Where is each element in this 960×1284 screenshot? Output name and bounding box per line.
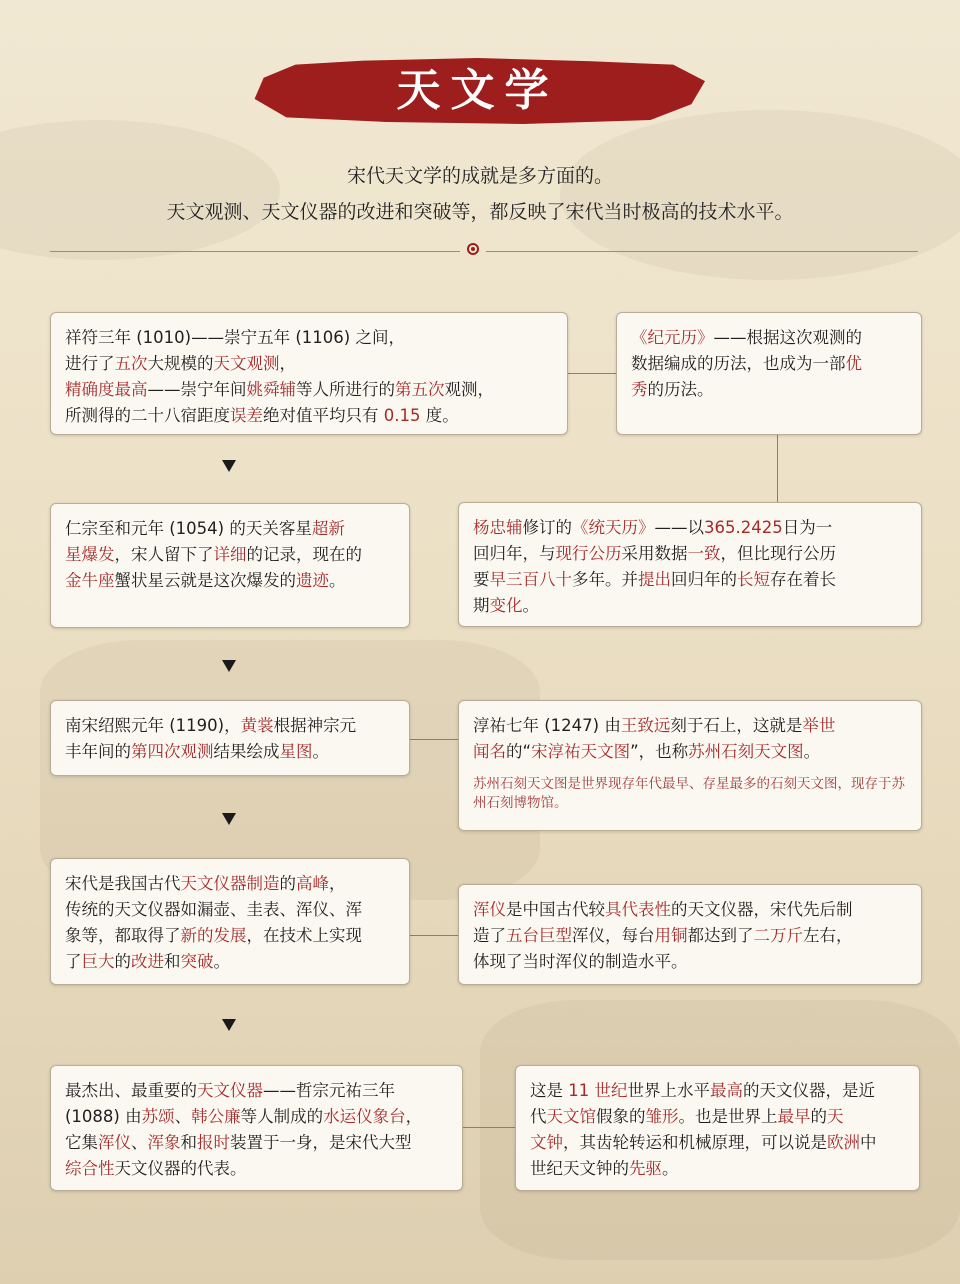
- highlight-text: 最高: [710, 1081, 743, 1100]
- card-text: 杨忠辅修订的《统天历》——以365.2425日为一 回归年，与现行公历采用数据一致，但比现行公历 要早三百八十多年。并提出回归年的长短存在着长 期变化。: [473, 518, 836, 615]
- highlight-text: 详细: [213, 545, 247, 564]
- highlight-text: 王致远: [620, 716, 671, 735]
- highlight-text: 报时: [197, 1133, 230, 1152]
- card-text: 这是 11 世纪世界上水平最高的天文仪器，是近 代天文馆假象的雏形。也是世界上最早的天 文钟，其齿轮转运和机械原理，可以说是欧洲中 世纪天文钟的先驱。: [530, 1081, 877, 1178]
- highlight-text: 雏形: [645, 1107, 679, 1126]
- card-tongtian-calendar: [458, 502, 922, 627]
- highlight-text: 改进: [131, 952, 164, 971]
- highlight-text: 二万斤: [753, 926, 803, 945]
- highlight-text: 天: [827, 1107, 844, 1126]
- connector-line: [410, 935, 458, 936]
- card-water-clock-tower: [50, 1065, 463, 1191]
- connector-line: [777, 435, 778, 502]
- highlight-text: 先驱: [629, 1159, 662, 1178]
- divider-left: [50, 251, 460, 252]
- card-suzhou-star-map: [458, 700, 922, 831]
- highlight-text: 浑仪: [98, 1133, 131, 1152]
- divider-ornament-icon: [467, 243, 479, 255]
- highlight-text: 0.15: [383, 406, 421, 425]
- highlight-text: 最早: [777, 1107, 811, 1126]
- highlight-text: 用铜: [654, 926, 688, 945]
- card-jiyuan-calendar: [616, 312, 922, 435]
- highlight-text: 五次: [114, 354, 148, 373]
- background-mountain: [560, 110, 960, 280]
- card-note: 苏州石刻天文图是世界现存年代最早、存星最多的石刻天文图，现存于苏州石刻博物馆。: [473, 776, 905, 811]
- highlight-text: 巨大: [81, 952, 115, 971]
- card-star-chart: [50, 700, 410, 776]
- down-arrow-icon: [222, 660, 236, 672]
- highlight-text: 浑仪: [473, 900, 506, 919]
- down-arrow-icon: [222, 813, 236, 825]
- intro-line-2: 天文观测、天文仪器的改进和突破等，都反映了宋代当时极高的技术水平。: [166, 201, 794, 223]
- highlight-text: 第四次观测: [131, 742, 214, 761]
- highlight-text: 突破: [180, 952, 214, 971]
- highlight-text: 杨忠辅: [473, 518, 523, 537]
- highlight-text: 误差: [230, 406, 263, 425]
- highlight-text: 超新: [311, 519, 345, 538]
- highlight-text: 具代表性: [605, 900, 671, 919]
- down-arrow-icon: [222, 1019, 236, 1031]
- highlight-text: 浑象: [147, 1133, 181, 1152]
- card-astronomical-clock: [515, 1065, 920, 1191]
- highlight-text: 优: [845, 354, 862, 373]
- highlight-text: 天文仪器制造: [180, 874, 280, 893]
- highlight-text: 水运仪象台: [323, 1107, 406, 1126]
- highlight-text: 综合性: [65, 1159, 115, 1178]
- card-text: 淳祐七年 (1247) 由王致远刻于石上，这就是举世 闻名的“宋淳祐天文图”，也称苏州石刻天文图。: [473, 716, 836, 761]
- highlight-text: 星爆发: [65, 545, 115, 564]
- connector-line: [410, 739, 458, 740]
- highlight-text: 宋淳祐天文图: [531, 742, 631, 761]
- highlight-text: 长短: [737, 570, 770, 589]
- card-text: 最杰出、最重要的天文仪器——哲宗元祐三年 (1088) 由苏颂、韩公廉等人制成的水运仪象台， 它集浑仪、浑象和报时装置于一身，是宋代大型 综合性天文仪器的代表。: [65, 1081, 423, 1178]
- highlight-text: 苏州石刻天文图: [688, 742, 804, 761]
- highlight-text: 苏颂: [141, 1107, 175, 1126]
- highlight-text: 欧洲: [827, 1133, 860, 1152]
- highlight-text: 韩公廉: [191, 1107, 241, 1126]
- highlight-text: 一致: [687, 544, 721, 563]
- highlight-text: 精确度最高: [65, 380, 148, 399]
- intro-line-1: 宋代天文学的成就是多方面的。: [346, 165, 613, 187]
- card-instrument-peak: [50, 858, 410, 985]
- card-text: 《纪元历》——根据这次观测的 数据编成的历法，也成为一部优 秀的历法。: [631, 328, 862, 399]
- highlight-text: 《统天历》: [572, 518, 655, 537]
- highlight-text: 天文仪器: [197, 1081, 263, 1100]
- card-supernova: [50, 503, 410, 628]
- divider-right: [486, 251, 918, 252]
- card-text: 仁宗至和元年 (1054) 的天关客星超新 星爆发，宋人留下了详细的记录，现在的 金牛座蟹状星云就是这次爆发的遗迹。: [65, 519, 362, 590]
- highlight-text: 黄裳: [240, 716, 274, 735]
- highlight-text: 11 世纪: [568, 1081, 628, 1100]
- connector-line: [463, 1127, 515, 1128]
- highlight-text: 变化: [489, 596, 523, 615]
- highlight-text: 早三百八十: [489, 570, 572, 589]
- highlight-text: 高峰: [296, 874, 329, 893]
- page-title: [250, 52, 705, 130]
- connector-line: [568, 373, 616, 374]
- highlight-text: 新的发展: [180, 926, 247, 945]
- highlight-text: 第五次: [395, 380, 445, 399]
- highlight-text: 举世: [802, 716, 836, 735]
- highlight-text: 文钟: [530, 1133, 563, 1152]
- card-armillary-sphere: [458, 884, 922, 985]
- highlight-text: 姚舜辅: [246, 380, 296, 399]
- highlight-text: 天文馆: [546, 1107, 596, 1126]
- card-text: 祥符三年 (1010)——崇宁五年 (1106) 之间， 进行了五次大规模的天文观测， 精确度最高——崇宁年间姚舜辅等人所进行的第五次观测， 所测得的二十八宿距度误差绝对值平均只有 0.15 度。: [65, 328, 494, 425]
- card-observations: [50, 312, 568, 435]
- highlight-text: 闻名: [473, 742, 506, 761]
- highlight-text: 天文观测: [213, 354, 280, 373]
- background-mountain: [0, 120, 280, 260]
- highlight-text: 《纪元历》: [631, 328, 714, 347]
- highlight-text: 五台巨型: [506, 926, 572, 945]
- highlight-text: 金牛座: [65, 571, 115, 590]
- card-text: 宋代是我国古代天文仪器制造的高峰， 传统的天文仪器如漏壶、圭表、浑仪、浑 象等，都取得了新的发展，在技术上实现 了巨大的改进和突破。: [65, 874, 362, 971]
- highlight-text: 提出: [638, 570, 671, 589]
- highlight-text: 遗迹: [296, 571, 329, 590]
- highlight-text: 现行公历: [555, 544, 622, 563]
- down-arrow-icon: [222, 460, 236, 472]
- card-text: 浑仪是中国古代较具代表性的天文仪器，宋代先后制 造了五台巨型浑仪，每台用铜都达到了二万斤左右， 体现了当时浑仪的制造水平。: [473, 900, 853, 971]
- card-text: 南宋绍熙元年 (1190)，黄裳根据神宗元 丰年间的第四次观测结果绘成星图。: [65, 716, 357, 761]
- highlight-text: 365.2425: [704, 518, 783, 537]
- highlight-text: 星图: [279, 742, 313, 761]
- page-title-text: 天文学: [396, 65, 559, 116]
- highlight-text: 秀: [631, 380, 648, 399]
